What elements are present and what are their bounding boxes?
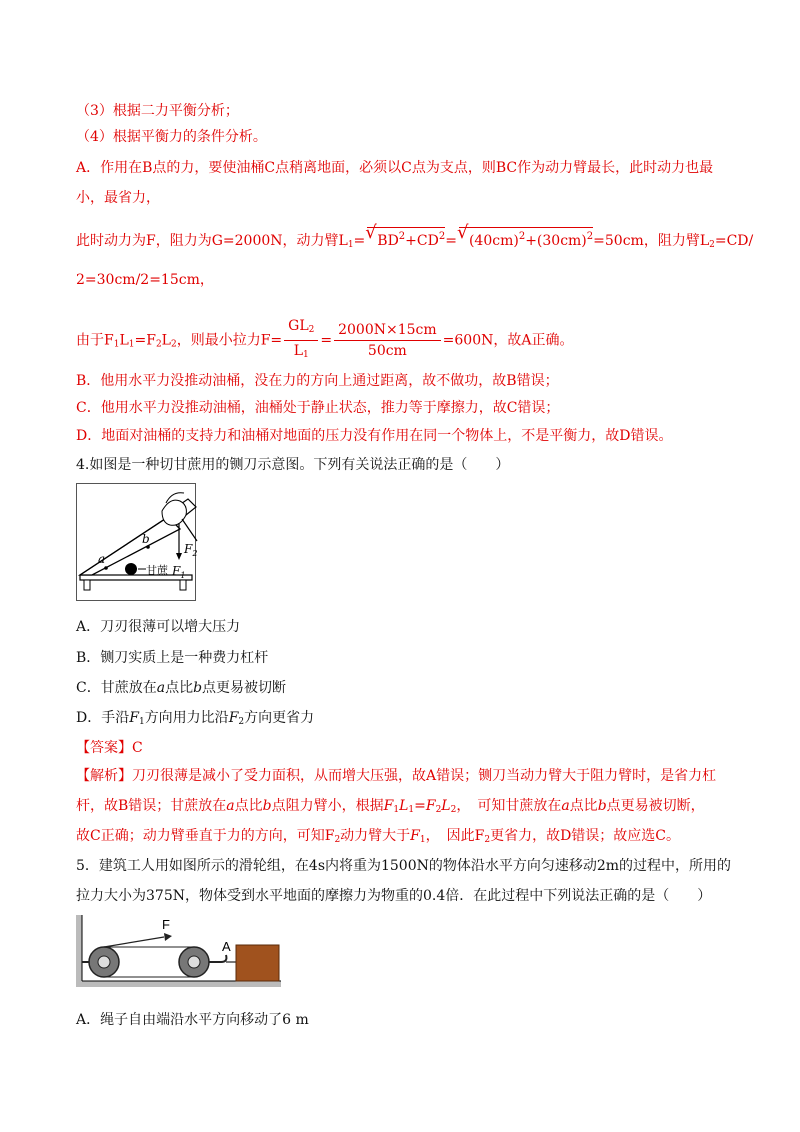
pulley-force-label: F xyxy=(162,917,170,932)
analysis-option-d: D．地面对油桶的支持力和油桶对地面的压力没有作用在同一个物体上，不是平衡力，故D错误。 xyxy=(76,428,673,444)
question-4-option-d: D．手沿$F_1$方向用力比沿$F_2$方向更省力 xyxy=(76,710,315,727)
analysis-resistance-arm: 2=30cm/2=15cm， xyxy=(76,272,214,288)
guillotine-figure xyxy=(76,483,196,601)
question-5-stem-1: 5．建筑工人用如图所示的滑轮组，在4s内将重为1500N的物体沿水平方向匀速移动2m的过程中，所用的 xyxy=(76,858,732,874)
analysis-option-a-cont: 小，最省力， xyxy=(76,190,160,206)
explanation-line-2: 杆，故B错误；甘蔗放在a点比b点阻力臂小，根据$F_1L_1=F_2L_2$， 可知甘蔗放在a点比b点更易被切断， xyxy=(76,798,705,815)
analysis-line-3: （3）根据二力平衡分析； xyxy=(76,103,239,119)
sqrt-bd-cd: √ $BD^2+CD^2$ xyxy=(367,227,445,250)
question-4-option-a: A．刀刃很薄可以增大压力 xyxy=(76,619,241,635)
analysis-min-force: 由于$F_1L_1=F_2L_2$，则最小拉力F= $\frac{GL_2}{L_1}$ = $\frac{2000N\times 15cm}{50cm}$ =600N，故A正确。 xyxy=(76,316,573,365)
analysis-line-4: （4）根据平衡力的条件分析。 xyxy=(76,129,267,145)
fraction-values: $\frac{2000N\times 15cm}{50cm}$ xyxy=(334,320,441,361)
analysis-option-b: B．他用水平力没推动油桶，没在力的方向上通过距离，故不做功，故B错误； xyxy=(76,373,559,389)
analysis-option-a: A．作用在B点的力，要使油桶C点稍离地面，必须以C点为支点，则BC作为动力臂最长，此时动力也最 xyxy=(76,160,714,176)
sugarcane-label: 甘蔗 xyxy=(146,564,168,577)
point-a-label: a xyxy=(98,552,106,566)
pulley-figure xyxy=(76,915,286,990)
pulley-point-a-label: A xyxy=(222,939,231,954)
fraction-gl2-l1: $\frac{GL_2}{L_1}$ xyxy=(284,316,318,365)
question-4-option-b: B．铡刀实质上是一种费力杠杆 xyxy=(76,650,269,666)
analysis-option-c: C．他用水平力没推动油桶，油桶处于静止状态，推力等于摩擦力，故C错误； xyxy=(76,400,560,416)
question-5-stem-2: 拉力大小为375N，物体受到水平地面的摩擦力为物重的0.4倍．在此过程中下列说法正确的是（ ） xyxy=(76,888,712,904)
question-4-stem: 4.如图是一种切甘蔗用的铡刀示意图。下列有关说法正确的是（ ） xyxy=(76,457,510,473)
explanation-line-3: 故C正确；动力臂垂直于力的方向，可知$F_2$动力臂大于$F_1$， 因此$F_2$更省力，故D错误；故应选C。 xyxy=(76,828,681,845)
question-5-option-a: A．绳子自由端沿水平方向移动了6 m xyxy=(76,1012,309,1028)
explanation-line-1: 【解析】刀刃很薄是减小了受力面积，从而增大压强，故A错误；铡刀当动力臂大于阻力臂时，是省力杠 xyxy=(76,768,717,784)
force-f1-label: $F_1$ xyxy=(172,564,186,580)
answer-line: 【答案】C xyxy=(76,740,143,756)
point-b-label: b xyxy=(142,532,150,546)
force-f2-label: $F_2$ xyxy=(184,542,198,558)
question-4-option-c: C．甘蔗放在a点比b点更易被切断 xyxy=(76,680,287,696)
sqrt-40-30: √ $(40cm)^2+(30cm)^2$ xyxy=(459,227,593,250)
analysis-moment-arm-formula: 此时动力为F，阻力为G=2000N，动力臂$L_1=√$ $BD^2+CD^2=√$ $(40cm)^2+(30cm)^2=50cm$，阻力臂$L_2=CD/$ xyxy=(76,227,753,255)
